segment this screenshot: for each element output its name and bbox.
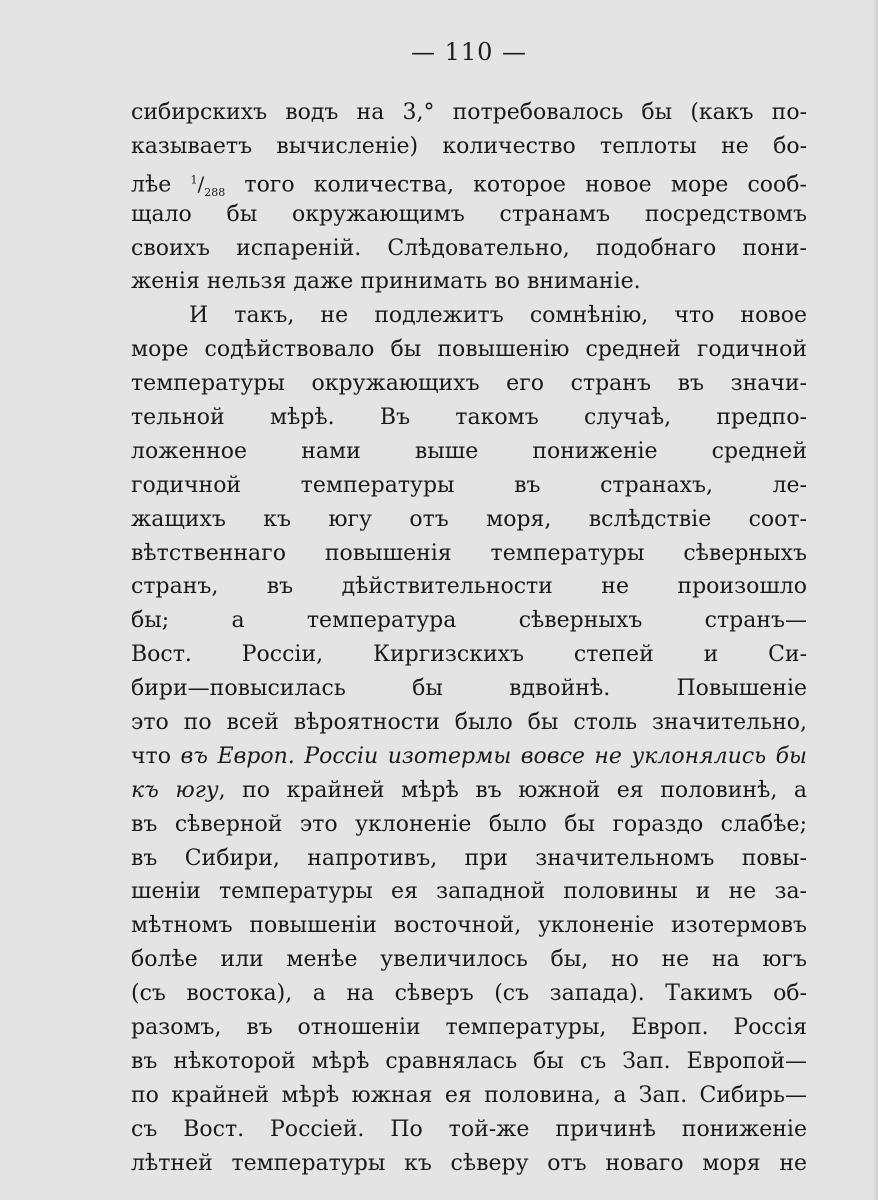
text-line bbox=[131, 774, 807, 808]
text-line bbox=[131, 740, 807, 774]
text-line: странъ, въ дѣйствительности не произошло bbox=[131, 574, 807, 600]
text-line: годичной температуры въ странахъ, ле- bbox=[131, 472, 807, 498]
text-line: бы; а температура сѣверныхъ странъ— bbox=[131, 608, 807, 634]
text-line: по крайней мѣрѣ южная ея половина, а Зап. Сибирь— bbox=[131, 1082, 807, 1108]
text-line: въ сѣверной это уклоненіе было бы гораздо слабѣе; bbox=[131, 811, 807, 837]
text-line: температуры окружающихъ его странъ въ значи- bbox=[131, 371, 807, 397]
text-line: болѣе или менѣе увеличилось бы, но не на югъ bbox=[131, 947, 807, 973]
text-line: море содѣйствовало бы повышенію средней годичной bbox=[131, 337, 807, 363]
text-line-rest: того количества, которое новое море сооб- bbox=[225, 172, 807, 198]
body-text bbox=[131, 96, 807, 1181]
text-line: шеніи температуры ея западной половины и не за- bbox=[131, 879, 807, 905]
text-line: бири—повысилась бы вдвойнѣ. Повышеніе bbox=[131, 676, 807, 702]
italic-emphasis: въ Европ. Россіи изотермы вовсе не уклонялись бы bbox=[180, 743, 807, 769]
fraction-denominator: 288 bbox=[204, 186, 226, 198]
text-line: вѣтственнаго повышенія температуры сѣверныхъ bbox=[131, 540, 807, 566]
text-line: въ нѣкоторой мѣрѣ сравнялась бы съ Зап. Европой— bbox=[131, 1048, 807, 1074]
text-line: (съ востока), а на сѣверъ (съ запада). Такимъ об- bbox=[131, 981, 807, 1007]
text-line: съ Вост. Россіей. По той-же причинѣ пониженіе bbox=[131, 1116, 807, 1142]
text-line: своихъ испареній. Слѣдовательно, подобнаго пони- bbox=[131, 235, 807, 261]
text-line: тельной мѣрѣ. Въ такомъ случаѣ, предпо- bbox=[131, 405, 807, 431]
fraction: $^1/_{288}$ bbox=[190, 172, 226, 198]
text-line: Вост. Россіи, Киргизскихъ степей и Си- bbox=[131, 642, 807, 668]
text-line: лѣтней температуры къ сѣверу отъ новаго моря не bbox=[131, 1150, 807, 1176]
text-line: сибирскихъ водъ на 3,° потребовалось бы (какъ по- bbox=[131, 100, 807, 125]
text-line: ложенное нами выше пониженіе средней bbox=[131, 438, 807, 464]
text-line-start: что bbox=[131, 743, 181, 769]
text-line: И такъ, не подлежитъ сомнѣнію, что новое bbox=[189, 303, 807, 329]
page-edge bbox=[872, 0, 878, 1200]
text-line: разомъ, въ отношеніи температуры, Европ. Россія bbox=[131, 1015, 807, 1041]
text-line: мѣтномъ повышеніи восточной, уклоненіе изотермовъ bbox=[131, 913, 807, 939]
page-number: — 110 — bbox=[410, 38, 528, 66]
fraction-numerator: 1 bbox=[190, 173, 198, 187]
italic-emphasis: къ югу bbox=[131, 777, 219, 803]
text-line: это по всей вѣроятности было бы столь значительно, bbox=[131, 710, 807, 736]
text-line: женія нельзя даже принимать во вниманіе. bbox=[131, 269, 641, 295]
text-line-rest: , по крайней мѣрѣ въ южной ея половинѣ, а bbox=[218, 777, 807, 803]
text-line: жащихъ къ югу отъ моря, вслѣдствіе соот- bbox=[131, 506, 807, 532]
text-line bbox=[131, 164, 807, 198]
text-line-start: лѣе bbox=[131, 172, 191, 198]
text-line: казываетъ вычисленіе) количество теплоты не бо- bbox=[131, 133, 807, 159]
text-line: щало бы окружающимъ странамъ посредствомъ bbox=[131, 201, 807, 227]
text-line: въ Сибири, напротивъ, при значительномъ повы- bbox=[131, 845, 807, 871]
